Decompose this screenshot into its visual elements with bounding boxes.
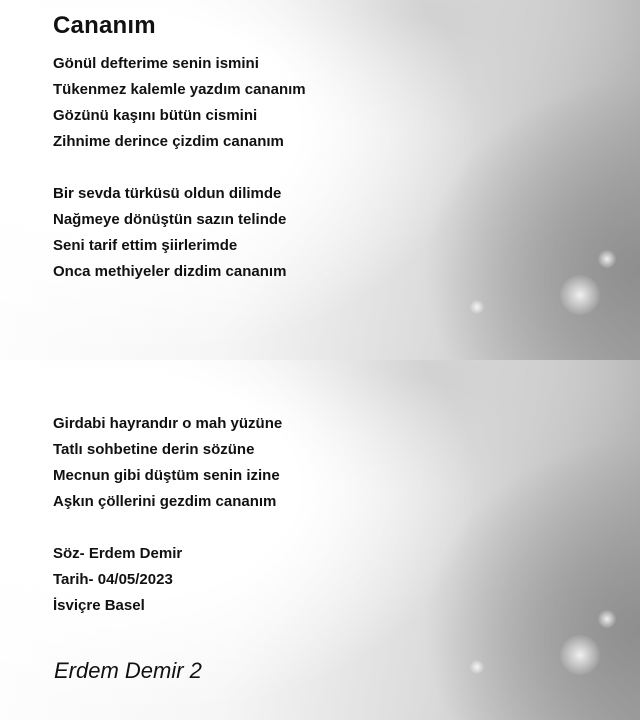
credit-location: İsviçre Basel <box>53 597 145 614</box>
bokeh-light <box>470 660 484 674</box>
poem-line: Tükenmez kalemle yazdım cananım <box>53 81 306 98</box>
poem-line: Mecnun gibi düştüm senin izine <box>53 467 280 484</box>
bokeh-light <box>560 275 600 315</box>
poem-panel-bottom <box>0 360 640 720</box>
bokeh-light <box>560 635 600 675</box>
credit-date: Tarih- 04/05/2023 <box>53 571 173 588</box>
poem-line: Tatlı sohbetine derin sözüne <box>53 441 255 458</box>
poem-line: Girdabi hayrandır o mah yüzüne <box>53 415 283 432</box>
poem-line: Zihnime derince çizdim cananım <box>53 133 284 150</box>
poem-line: Nağmeye dönüştün sazın telinde <box>53 211 287 228</box>
bokeh-light <box>470 300 484 314</box>
stanza-3 <box>53 411 282 515</box>
stanza-1 <box>53 51 306 155</box>
bokeh-light <box>598 610 616 628</box>
poem-credits <box>53 541 182 619</box>
poem-line: Onca methiyeler dizdim cananım <box>53 263 287 280</box>
poem-line: Gözünü kaşını bütün cismini <box>53 107 258 124</box>
poem-title: Cananım <box>53 12 156 39</box>
poem-line: Aşkın çöllerini gezdim cananım <box>53 493 277 510</box>
credit-author: Söz- Erdem Demir <box>53 545 183 562</box>
stanza-2 <box>53 181 286 285</box>
author-signature: Erdem Demir 2 <box>54 658 202 683</box>
poem-line: Bir sevda türküsü oldun dilimde <box>53 185 282 202</box>
poem-line: Gönül defterime senin ismini <box>53 55 259 72</box>
bokeh-light <box>598 250 616 268</box>
poem-line: Seni tarif ettim şiirlerimde <box>53 237 238 254</box>
